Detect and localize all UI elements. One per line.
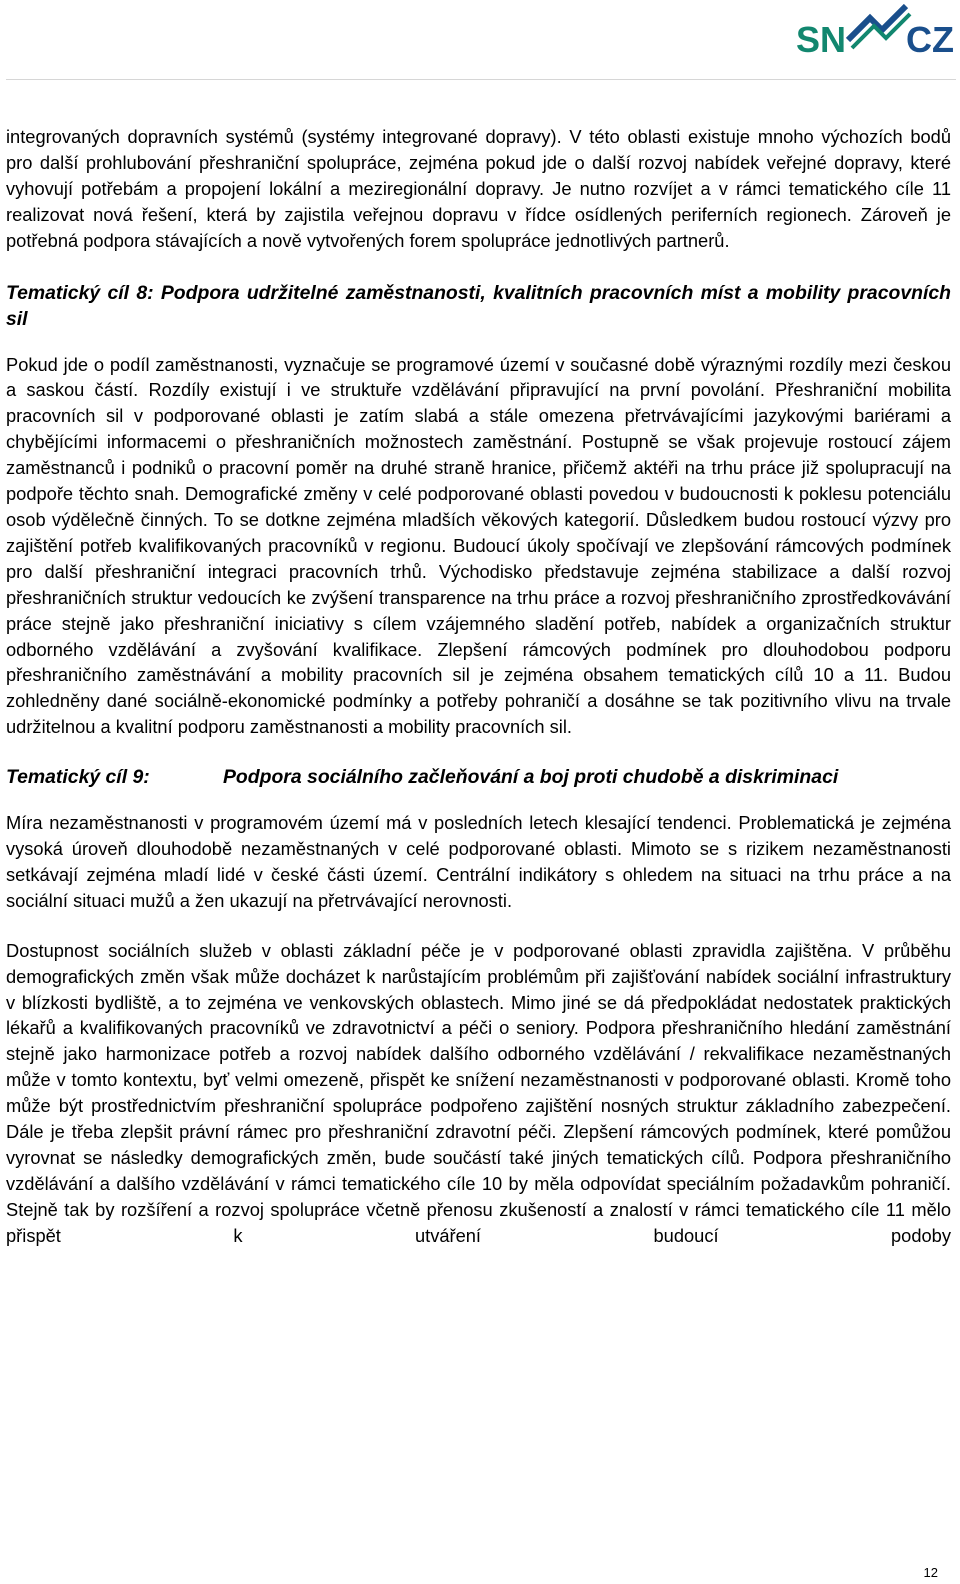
page-header [0,0,960,80]
spacer [6,740,951,764]
heading-thematic-goal-9 [6,764,951,790]
paragraph-unemployment: Míra nezaměstnanosti v programovém území má v posledních letech klesající tendenci. Problematická je zejména vysoká úroveň dlouhodobě nezaměstnaných v celé podporované oblasti. Mimoto se s rizikem nezaměstnanosti setkávají zejména mladí lidé v české části území. Centrální indikátory s ohledem na situaci na trhu práce a na sociální situaci mužů a žen ukazují na přetrvávající nerovnosti. [6,812,951,911]
header-divider [6,79,956,80]
heading-thematic-goal-8: Tematický cíl 8: Podpora udržitelné zaměstnanosti, kvalitních pracovních míst a mobility pracovních sil [6,281,951,330]
logo-text-sn: SN [796,19,847,60]
page-number: 12 [923,1565,938,1580]
paragraph-integrated-transport: integrovaných dopravních systémů (systémy integrované dopravy). V této oblasti existuje mnoho výchozích bodů pro další prohlubování přeshraniční spolupráce, zejména pokud jde o další rozvoj nabídek veřejné dopravy, které vyhovují potřebám a propojení lokální a meziregionální dopravy. Je nutno rozvíjet a v rámci tematického cíle 11 realizovat nová řešení, která by zajistila veřejnou dopravu v řídce osídlených periferních regionech. Zároveň je potřebná podpora stávajících a nově vytvořených forem spolupráce jednotlivých partnerů. [6,126,951,251]
sn-cz-logo [794,4,954,64]
spacer [6,914,951,938]
goal-9-title: Podpora sociálního začleňování a boj proti chudobě a diskriminaci [223,766,839,789]
paragraph-social-services [6,938,951,1249]
spacer [6,254,951,280]
paragraph-employment: Pokud jde o podíl zaměstnanosti, vyznačuje se programové území v současné době výraznými rozdíly mezi českou a saskou částí. Rozdíly existují i ve struktuře vzdělávání připravující na první povolání. Přeshraniční mobilita pracovních sil v podporované oblasti je zatím slabá a stále omezena přetrvávajícími jazykovými bariérami a chybějícími informacemi o přeshraničních možnostech zaměstnání. Postupně se však projevuje rostoucí zájem zaměstnanců i podniků o pracovní poměr na druhé straně hranice, přičemž aktéři na trhu práce již spolupracují na podpoře těchto snah. Demografické změny v celé podporované oblasti povedou v budoucnosti k poklesu potenciálu osob výdělečně činných. To se dotkne zejména mladších věkových kategorií. Důsledkem budou rostoucí výzvy pro zajištění potřeb kvalifikovaných pracovníků v regionu. Budoucí úkoly spočívají ve zlepšování rámcových podmínek pro další přeshraniční integraci pracovních trhů. Východisko představuje zejména stabilizace a další rozvoj přeshraničních struktur vedoucích ke zvýšení transparence na trhu práce a rozvoj přeshraničního zprostředkovávání práce stejně jako přeshraniční iniciativy s cílem vzájemného sladění potřeb, nabídek a organizačních struktur odborného vzdělávání a zvyšování kvalifikace. Zlepšení rámcových podmínek pro dlouhodobou podporu přeshraničního zaměstnávání a mobility pracovních sil je zejména obsahem tematických cílů 10 a 11. Budou zohledněny dané sociálně-ekonomické podmínky a potřeby pohraničí a dosáhne se tak pozitivního vlivu na trvale udržitelnou a kvalitní podporu zaměstnanosti a mobility pracovních sil. [6,353,951,738]
document-body [6,124,951,1249]
spacer [6,790,951,810]
spacer [6,332,951,352]
social-services-text: Dostupnost sociálních služeb v oblasti základní péče je v podporované oblasti zpravidla zajištěna. V průběhu demografických změn však může docházet k narůstajícím problémům při zajišťování nabídek sociální infrastruktury v blízkosti bydliště, a to zejména ve venkovských oblastech. Mimo jiné se dá předpokládat nedostatek praktických lékařů a kvalifikovaných pracovníků ve zdravotnictví a péči o seniory. Podpora přeshraničního hledání zaměstnání stejně jako harmonizace potřeb a rozvoj nabídek dalšího odborného vzdělávání / rekvalifikace nezaměstnaných může v tomto kontextu, byť velmi omezeně, přispět ke snížení nezaměstnanosti v podporované oblasti. Kromě toho může být prostřednictvím přeshraniční spolupráce podpořeno zajištění nosných struktur základního zabezpečení. Dále je třeba zlepšit právní rámec pro přeshraniční zdravotní péči. Zlepšení rámcových podmínek, které pomůžou vyrovnat se následky demografických změn, bude součástí také jiných tematických cílů. Podpora přeshraničního vzdělávání a dalšího vzdělávání v rámci tematického cíle 10 by měla odpovídat speciálním požadavkům pohraničí. Stejně tak by rozšíření a rozvoj spolupráce včetně přenosu zkušeností a znalostí v rámci tematického cíle 11 mělo přispět k utváření budoucí podoby [6,939,951,1246]
logo-text-cz: CZ [906,19,954,60]
goal-9-label: Tematický cíl 9: [6,766,150,789]
